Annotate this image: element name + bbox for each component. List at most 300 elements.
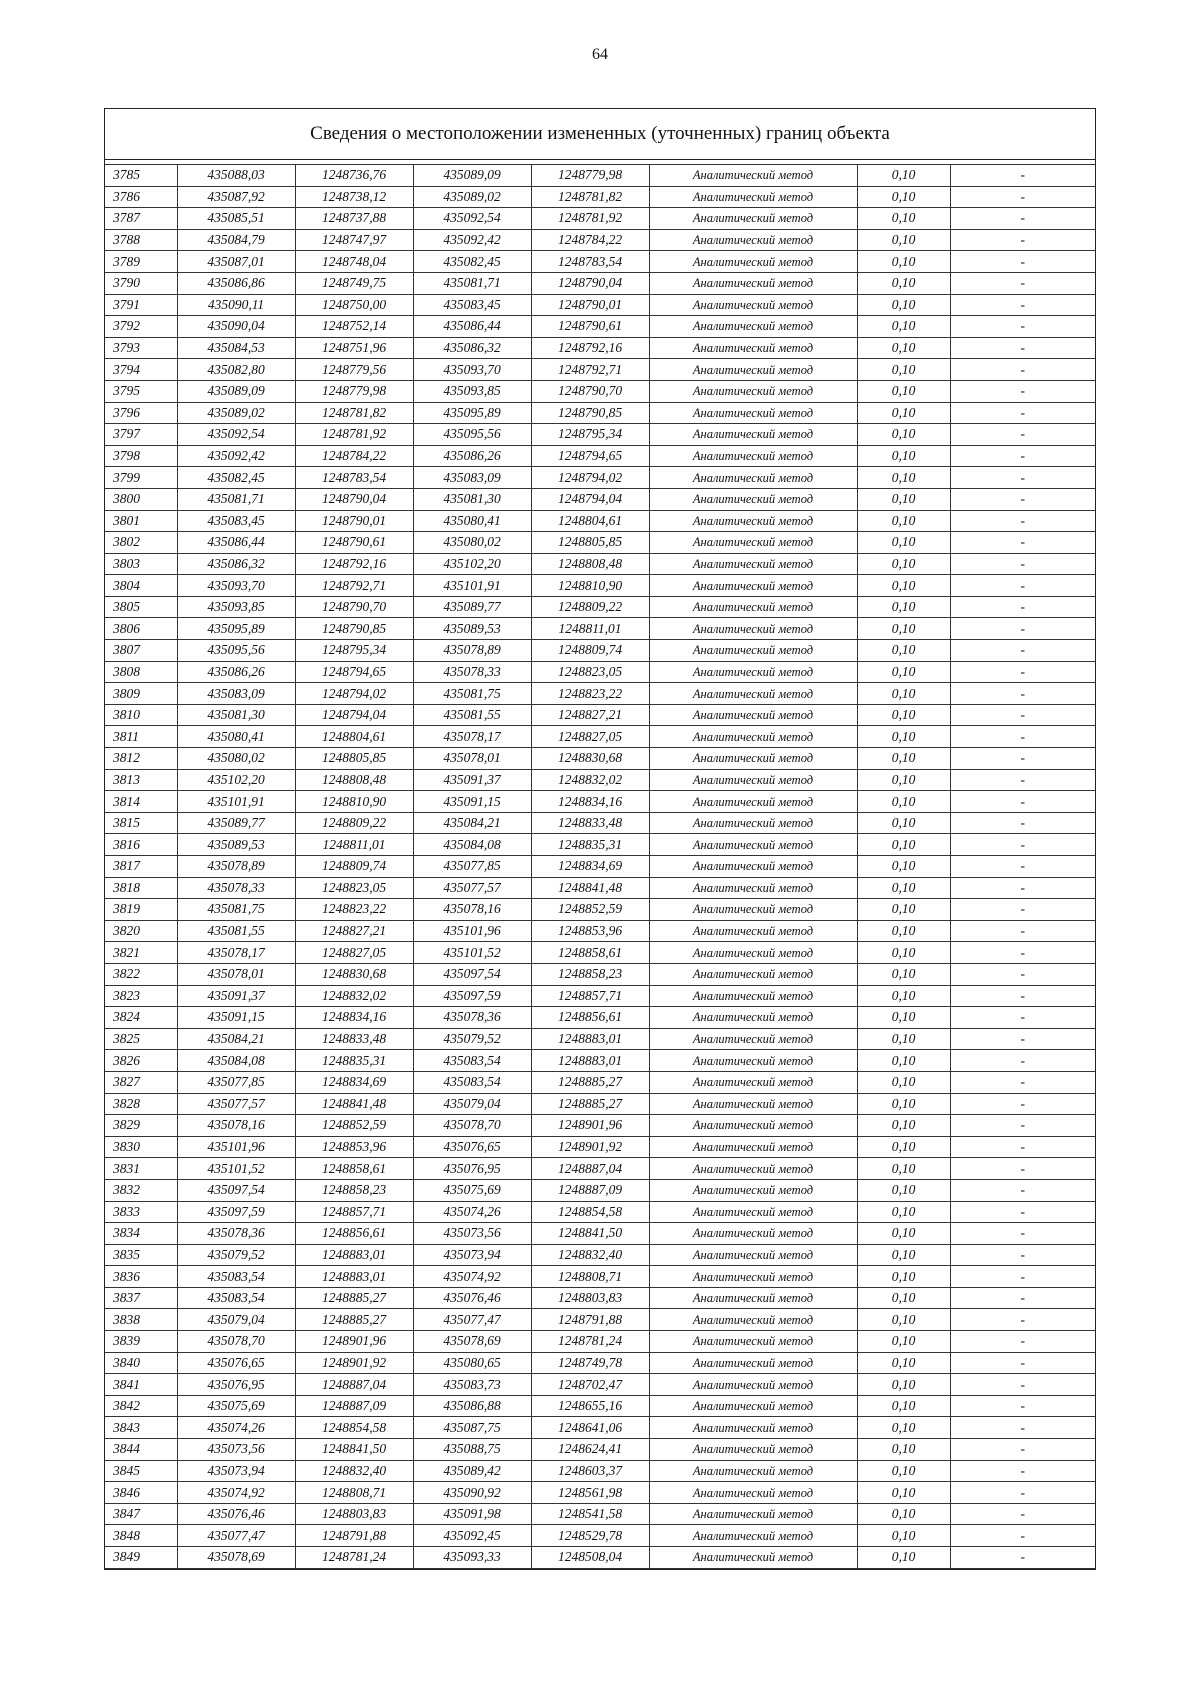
- cell-description: -: [950, 316, 1095, 338]
- cell-accuracy: 0,10: [857, 791, 950, 813]
- cell-x-new: 435093,85: [413, 380, 531, 402]
- cell-point-number: 3838: [105, 1309, 177, 1331]
- cell-accuracy: 0,10: [857, 834, 950, 856]
- cell-description: -: [950, 510, 1095, 532]
- cell-accuracy: 0,10: [857, 748, 950, 770]
- cell-point-number: 3806: [105, 618, 177, 640]
- cell-x-old: 435074,92: [177, 1482, 295, 1504]
- cell-description: -: [950, 1223, 1095, 1245]
- cell-accuracy: 0,10: [857, 337, 950, 359]
- cell-y-new: 1248784,22: [531, 229, 649, 251]
- cell-y-new: 1248809,22: [531, 596, 649, 618]
- table-row: [105, 359, 1095, 381]
- cell-x-old: 435101,91: [177, 791, 295, 813]
- cell-x-new: 435080,41: [413, 510, 531, 532]
- cell-x-old: 435083,45: [177, 510, 295, 532]
- cell-description: -: [950, 640, 1095, 662]
- cell-method: Аналитический метод: [649, 208, 857, 230]
- table-row: [105, 920, 1095, 942]
- cell-x-old: 435097,54: [177, 1179, 295, 1201]
- cell-accuracy: 0,10: [857, 316, 950, 338]
- cell-method: Аналитический метод: [649, 488, 857, 510]
- cell-point-number: 3843: [105, 1417, 177, 1439]
- cell-method: Аналитический метод: [649, 1503, 857, 1525]
- cell-y-new: 1248887,04: [531, 1158, 649, 1180]
- cell-x-new: 435087,75: [413, 1417, 531, 1439]
- cell-method: Аналитический метод: [649, 1201, 857, 1223]
- cell-description: -: [950, 1007, 1095, 1029]
- cell-description: -: [950, 877, 1095, 899]
- cell-accuracy: 0,10: [857, 1223, 950, 1245]
- cell-accuracy: 0,10: [857, 165, 950, 187]
- cell-accuracy: 0,10: [857, 899, 950, 921]
- cell-method: Аналитический метод: [649, 1352, 857, 1374]
- table-row: [105, 834, 1095, 856]
- cell-accuracy: 0,10: [857, 251, 950, 273]
- cell-description: -: [950, 899, 1095, 921]
- cell-method: Аналитический метод: [649, 1460, 857, 1482]
- cell-x-new: 435073,94: [413, 1244, 531, 1266]
- cell-x-new: 435080,65: [413, 1352, 531, 1374]
- cell-y-old: 1248738,12: [295, 186, 413, 208]
- cell-x-new: 435091,15: [413, 791, 531, 813]
- cell-point-number: 3811: [105, 726, 177, 748]
- cell-x-new: 435078,17: [413, 726, 531, 748]
- cell-point-number: 3795: [105, 380, 177, 402]
- cell-method: Аналитический метод: [649, 1439, 857, 1461]
- cell-accuracy: 0,10: [857, 640, 950, 662]
- cell-y-new: 1248823,22: [531, 683, 649, 705]
- cell-accuracy: 0,10: [857, 726, 950, 748]
- cell-description: -: [950, 942, 1095, 964]
- cell-x-old: 435089,53: [177, 834, 295, 856]
- cell-x-new: 435076,95: [413, 1158, 531, 1180]
- cell-y-new: 1248803,83: [531, 1287, 649, 1309]
- cell-y-old: 1248827,05: [295, 942, 413, 964]
- cell-y-new: 1248854,58: [531, 1201, 649, 1223]
- cell-x-old: 435084,08: [177, 1050, 295, 1072]
- cell-x-old: 435097,59: [177, 1201, 295, 1223]
- cell-y-new: 1248655,16: [531, 1395, 649, 1417]
- table-row: [105, 1331, 1095, 1353]
- cell-x-old: 435086,32: [177, 553, 295, 575]
- cell-point-number: 3796: [105, 402, 177, 424]
- cell-y-old: 1248804,61: [295, 726, 413, 748]
- cell-x-new: 435086,26: [413, 445, 531, 467]
- cell-y-new: 1248805,85: [531, 532, 649, 554]
- cell-point-number: 3810: [105, 704, 177, 726]
- cell-description: -: [950, 726, 1095, 748]
- cell-method: Аналитический метод: [649, 402, 857, 424]
- cell-y-old: 1248834,69: [295, 1071, 413, 1093]
- cell-method: Аналитический метод: [649, 1331, 857, 1353]
- cell-y-new: 1248811,01: [531, 618, 649, 640]
- cell-method: Аналитический метод: [649, 424, 857, 446]
- cell-point-number: 3836: [105, 1266, 177, 1288]
- cell-x-new: 435090,92: [413, 1482, 531, 1504]
- cell-method: Аналитический метод: [649, 748, 857, 770]
- table-row: [105, 1050, 1095, 1072]
- cell-accuracy: 0,10: [857, 229, 950, 251]
- cell-x-old: 435092,54: [177, 424, 295, 446]
- cell-x-old: 435093,70: [177, 575, 295, 597]
- cell-description: -: [950, 920, 1095, 942]
- cell-point-number: 3787: [105, 208, 177, 230]
- table-row: [105, 1374, 1095, 1396]
- cell-method: Аналитический метод: [649, 596, 857, 618]
- cell-x-new: 435076,46: [413, 1287, 531, 1309]
- cell-y-old: 1248736,76: [295, 165, 413, 187]
- cell-y-old: 1248823,05: [295, 877, 413, 899]
- table-row: [105, 1071, 1095, 1093]
- cell-description: -: [950, 748, 1095, 770]
- cell-method: Аналитический метод: [649, 1028, 857, 1050]
- cell-y-new: 1248790,01: [531, 294, 649, 316]
- table-row: [105, 488, 1095, 510]
- cell-y-old: 1248887,04: [295, 1374, 413, 1396]
- table-row: [105, 1482, 1095, 1504]
- cell-x-old: 435083,54: [177, 1287, 295, 1309]
- cell-x-old: 435073,94: [177, 1460, 295, 1482]
- cell-accuracy: 0,10: [857, 877, 950, 899]
- cell-description: -: [950, 596, 1095, 618]
- cell-method: Аналитический метод: [649, 726, 857, 748]
- cell-point-number: 3840: [105, 1352, 177, 1374]
- cell-description: -: [950, 1503, 1095, 1525]
- cell-accuracy: 0,10: [857, 1547, 950, 1569]
- cell-point-number: 3788: [105, 229, 177, 251]
- cell-x-old: 435102,20: [177, 769, 295, 791]
- table-row: [105, 1352, 1095, 1374]
- cell-x-old: 435079,04: [177, 1309, 295, 1331]
- cell-method: Аналитический метод: [649, 467, 857, 489]
- cell-y-new: 1248541,58: [531, 1503, 649, 1525]
- cell-point-number: 3826: [105, 1050, 177, 1072]
- cell-x-old: 435076,65: [177, 1352, 295, 1374]
- cell-x-old: 435084,79: [177, 229, 295, 251]
- cell-description: -: [950, 856, 1095, 878]
- cell-x-old: 435082,45: [177, 467, 295, 489]
- cell-method: Аналитический метод: [649, 553, 857, 575]
- cell-method: Аналитический метод: [649, 1244, 857, 1266]
- cell-point-number: 3807: [105, 640, 177, 662]
- table-row: [105, 402, 1095, 424]
- cell-y-old: 1248835,31: [295, 1050, 413, 1072]
- cell-description: -: [950, 1417, 1095, 1439]
- cell-x-old: 435085,51: [177, 208, 295, 230]
- cell-description: -: [950, 1028, 1095, 1050]
- cell-y-new: 1248901,96: [531, 1115, 649, 1137]
- cell-description: -: [950, 272, 1095, 294]
- cell-y-new: 1248792,16: [531, 337, 649, 359]
- cell-y-old: 1248748,04: [295, 251, 413, 273]
- cell-accuracy: 0,10: [857, 1115, 950, 1137]
- cell-accuracy: 0,10: [857, 532, 950, 554]
- cell-x-new: 435089,53: [413, 618, 531, 640]
- table-row: [105, 942, 1095, 964]
- cell-x-new: 435077,57: [413, 877, 531, 899]
- table-row: [105, 510, 1095, 532]
- cell-method: Аналитический метод: [649, 1309, 857, 1331]
- cell-y-new: 1248810,90: [531, 575, 649, 597]
- cell-y-new: 1248702,47: [531, 1374, 649, 1396]
- cell-y-new: 1248804,61: [531, 510, 649, 532]
- cell-accuracy: 0,10: [857, 942, 950, 964]
- cell-x-old: 435090,11: [177, 294, 295, 316]
- cell-accuracy: 0,10: [857, 1439, 950, 1461]
- cell-x-new: 435091,37: [413, 769, 531, 791]
- cell-x-new: 435092,54: [413, 208, 531, 230]
- cell-point-number: 3828: [105, 1093, 177, 1115]
- table-row: [105, 1309, 1095, 1331]
- cell-point-number: 3812: [105, 748, 177, 770]
- cell-description: -: [950, 467, 1095, 489]
- cell-method: Аналитический метод: [649, 683, 857, 705]
- cell-y-old: 1248827,21: [295, 920, 413, 942]
- cell-x-new: 435081,55: [413, 704, 531, 726]
- cell-point-number: 3815: [105, 812, 177, 834]
- cell-method: Аналитический метод: [649, 791, 857, 813]
- table-row: [105, 1244, 1095, 1266]
- cell-y-old: 1248809,74: [295, 856, 413, 878]
- cell-x-new: 435092,45: [413, 1525, 531, 1547]
- cell-accuracy: 0,10: [857, 856, 950, 878]
- cell-y-old: 1248792,16: [295, 553, 413, 575]
- table-row: [105, 575, 1095, 597]
- table-row: [105, 294, 1095, 316]
- cell-x-old: 435088,03: [177, 165, 295, 187]
- cell-description: -: [950, 1352, 1095, 1374]
- cell-method: Аналитический метод: [649, 1266, 857, 1288]
- cell-x-old: 435084,53: [177, 337, 295, 359]
- cell-y-new: 1248833,48: [531, 812, 649, 834]
- cell-point-number: 3801: [105, 510, 177, 532]
- cell-description: -: [950, 985, 1095, 1007]
- cell-y-new: 1248779,98: [531, 165, 649, 187]
- cell-x-new: 435083,73: [413, 1374, 531, 1396]
- table-row: [105, 553, 1095, 575]
- table-row: [105, 1028, 1095, 1050]
- cell-accuracy: 0,10: [857, 186, 950, 208]
- cell-description: -: [950, 661, 1095, 683]
- cell-accuracy: 0,10: [857, 510, 950, 532]
- cell-accuracy: 0,10: [857, 1158, 950, 1180]
- cell-x-old: 435077,47: [177, 1525, 295, 1547]
- cell-description: -: [950, 1482, 1095, 1504]
- cell-point-number: 3827: [105, 1071, 177, 1093]
- cell-x-new: 435095,89: [413, 402, 531, 424]
- cell-description: -: [950, 1179, 1095, 1201]
- cell-point-number: 3814: [105, 791, 177, 813]
- cell-x-old: 435078,17: [177, 942, 295, 964]
- cell-y-new: 1248641,06: [531, 1417, 649, 1439]
- cell-point-number: 3831: [105, 1158, 177, 1180]
- cell-point-number: 3793: [105, 337, 177, 359]
- cell-point-number: 3800: [105, 488, 177, 510]
- cell-y-new: 1248792,71: [531, 359, 649, 381]
- cell-x-new: 435097,54: [413, 963, 531, 985]
- cell-accuracy: 0,10: [857, 488, 950, 510]
- cell-description: -: [950, 1158, 1095, 1180]
- cell-x-new: 435081,71: [413, 272, 531, 294]
- cell-y-old: 1248885,27: [295, 1309, 413, 1331]
- cell-y-new: 1248901,92: [531, 1136, 649, 1158]
- cell-y-old: 1248808,48: [295, 769, 413, 791]
- cell-y-old: 1248834,16: [295, 1007, 413, 1029]
- cell-x-old: 435087,92: [177, 186, 295, 208]
- cell-y-old: 1248805,85: [295, 748, 413, 770]
- cell-x-old: 435087,01: [177, 251, 295, 273]
- cell-x-old: 435083,09: [177, 683, 295, 705]
- cell-x-old: 435073,56: [177, 1439, 295, 1461]
- cell-y-new: 1248795,34: [531, 424, 649, 446]
- cell-point-number: 3794: [105, 359, 177, 381]
- cell-x-old: 435089,02: [177, 402, 295, 424]
- cell-accuracy: 0,10: [857, 380, 950, 402]
- cell-accuracy: 0,10: [857, 1525, 950, 1547]
- cell-y-new: 1248808,48: [531, 553, 649, 575]
- table-row: [105, 704, 1095, 726]
- cell-accuracy: 0,10: [857, 575, 950, 597]
- cell-x-new: 435078,33: [413, 661, 531, 683]
- cell-accuracy: 0,10: [857, 208, 950, 230]
- cell-description: -: [950, 1136, 1095, 1158]
- cell-method: Аналитический метод: [649, 251, 857, 273]
- cell-accuracy: 0,10: [857, 294, 950, 316]
- cell-x-new: 435078,69: [413, 1331, 531, 1353]
- cell-accuracy: 0,10: [857, 1309, 950, 1331]
- cell-accuracy: 0,10: [857, 812, 950, 834]
- cell-method: Аналитический метод: [649, 1158, 857, 1180]
- cell-method: Аналитический метод: [649, 1417, 857, 1439]
- cell-point-number: 3785: [105, 165, 177, 187]
- cell-y-old: 1248887,09: [295, 1395, 413, 1417]
- cell-x-new: 435089,42: [413, 1460, 531, 1482]
- cell-x-new: 435076,65: [413, 1136, 531, 1158]
- cell-x-new: 435074,92: [413, 1266, 531, 1288]
- cell-y-new: 1248827,05: [531, 726, 649, 748]
- cell-x-old: 435095,56: [177, 640, 295, 662]
- cell-x-new: 435079,04: [413, 1093, 531, 1115]
- cell-point-number: 3842: [105, 1395, 177, 1417]
- table-row: [105, 726, 1095, 748]
- cell-accuracy: 0,10: [857, 1352, 950, 1374]
- table-row: [105, 316, 1095, 338]
- cell-x-new: 435084,21: [413, 812, 531, 834]
- cell-x-new: 435097,59: [413, 985, 531, 1007]
- table-row: [105, 812, 1095, 834]
- table-row: [105, 251, 1095, 273]
- cell-point-number: 3789: [105, 251, 177, 273]
- cell-x-old: 435093,85: [177, 596, 295, 618]
- cell-accuracy: 0,10: [857, 445, 950, 467]
- cell-method: Аналитический метод: [649, 1547, 857, 1569]
- cell-x-old: 435076,95: [177, 1374, 295, 1396]
- cell-description: -: [950, 1460, 1095, 1482]
- cell-y-new: 1248561,98: [531, 1482, 649, 1504]
- cell-x-new: 435091,98: [413, 1503, 531, 1525]
- cell-description: -: [950, 424, 1095, 446]
- cell-y-new: 1248781,82: [531, 186, 649, 208]
- cell-point-number: 3829: [105, 1115, 177, 1137]
- cell-y-old: 1248790,85: [295, 618, 413, 640]
- cell-x-old: 435091,15: [177, 1007, 295, 1029]
- cell-y-new: 1248808,71: [531, 1266, 649, 1288]
- cell-x-old: 435077,85: [177, 1071, 295, 1093]
- cell-y-new: 1248832,02: [531, 769, 649, 791]
- cell-y-new: 1248790,70: [531, 380, 649, 402]
- cell-method: Аналитический метод: [649, 1007, 857, 1029]
- table-row: [105, 424, 1095, 446]
- cell-y-old: 1248747,97: [295, 229, 413, 251]
- cell-method: Аналитический метод: [649, 575, 857, 597]
- cell-x-new: 435074,26: [413, 1201, 531, 1223]
- cell-method: Аналитический метод: [649, 618, 857, 640]
- cell-y-old: 1248833,48: [295, 1028, 413, 1050]
- cell-description: -: [950, 1395, 1095, 1417]
- cell-point-number: 3849: [105, 1547, 177, 1569]
- cell-point-number: 3845: [105, 1460, 177, 1482]
- cell-x-new: 435075,69: [413, 1179, 531, 1201]
- table-row: [105, 1266, 1095, 1288]
- cell-x-old: 435089,77: [177, 812, 295, 834]
- table-row: [105, 1158, 1095, 1180]
- cell-x-new: 435092,42: [413, 229, 531, 251]
- cell-x-old: 435083,54: [177, 1266, 295, 1288]
- cell-y-old: 1248752,14: [295, 316, 413, 338]
- cell-accuracy: 0,10: [857, 683, 950, 705]
- cell-x-new: 435077,85: [413, 856, 531, 878]
- cell-x-new: 435080,02: [413, 532, 531, 554]
- cell-accuracy: 0,10: [857, 1007, 950, 1029]
- cell-y-new: 1248887,09: [531, 1179, 649, 1201]
- cell-point-number: 3805: [105, 596, 177, 618]
- cell-method: Аналитический метод: [649, 272, 857, 294]
- cell-x-new: 435093,33: [413, 1547, 531, 1569]
- cell-point-number: 3804: [105, 575, 177, 597]
- cell-description: -: [950, 1287, 1095, 1309]
- cell-accuracy: 0,10: [857, 272, 950, 294]
- table-row: [105, 380, 1095, 402]
- cell-point-number: 3825: [105, 1028, 177, 1050]
- cell-accuracy: 0,10: [857, 1287, 950, 1309]
- cell-description: -: [950, 1331, 1095, 1353]
- cell-method: Аналитический метод: [649, 1525, 857, 1547]
- cell-x-old: 435078,33: [177, 877, 295, 899]
- cell-x-old: 435101,52: [177, 1158, 295, 1180]
- cell-y-new: 1248841,50: [531, 1223, 649, 1245]
- cell-x-new: 435083,54: [413, 1050, 531, 1072]
- cell-description: -: [950, 553, 1095, 575]
- cell-y-new: 1248790,61: [531, 316, 649, 338]
- table-row: [105, 1503, 1095, 1525]
- cell-x-new: 435084,08: [413, 834, 531, 856]
- cell-description: -: [950, 294, 1095, 316]
- cell-x-old: 435074,26: [177, 1417, 295, 1439]
- cell-x-new: 435077,47: [413, 1309, 531, 1331]
- cell-y-old: 1248792,71: [295, 575, 413, 597]
- cell-accuracy: 0,10: [857, 1028, 950, 1050]
- cell-y-old: 1248852,59: [295, 1115, 413, 1137]
- cell-point-number: 3809: [105, 683, 177, 705]
- cell-y-old: 1248790,70: [295, 596, 413, 618]
- cell-description: -: [950, 1071, 1095, 1093]
- cell-method: Аналитический метод: [649, 294, 857, 316]
- cell-description: -: [950, 229, 1095, 251]
- cell-point-number: 3830: [105, 1136, 177, 1158]
- cell-accuracy: 0,10: [857, 963, 950, 985]
- table-row: [105, 877, 1095, 899]
